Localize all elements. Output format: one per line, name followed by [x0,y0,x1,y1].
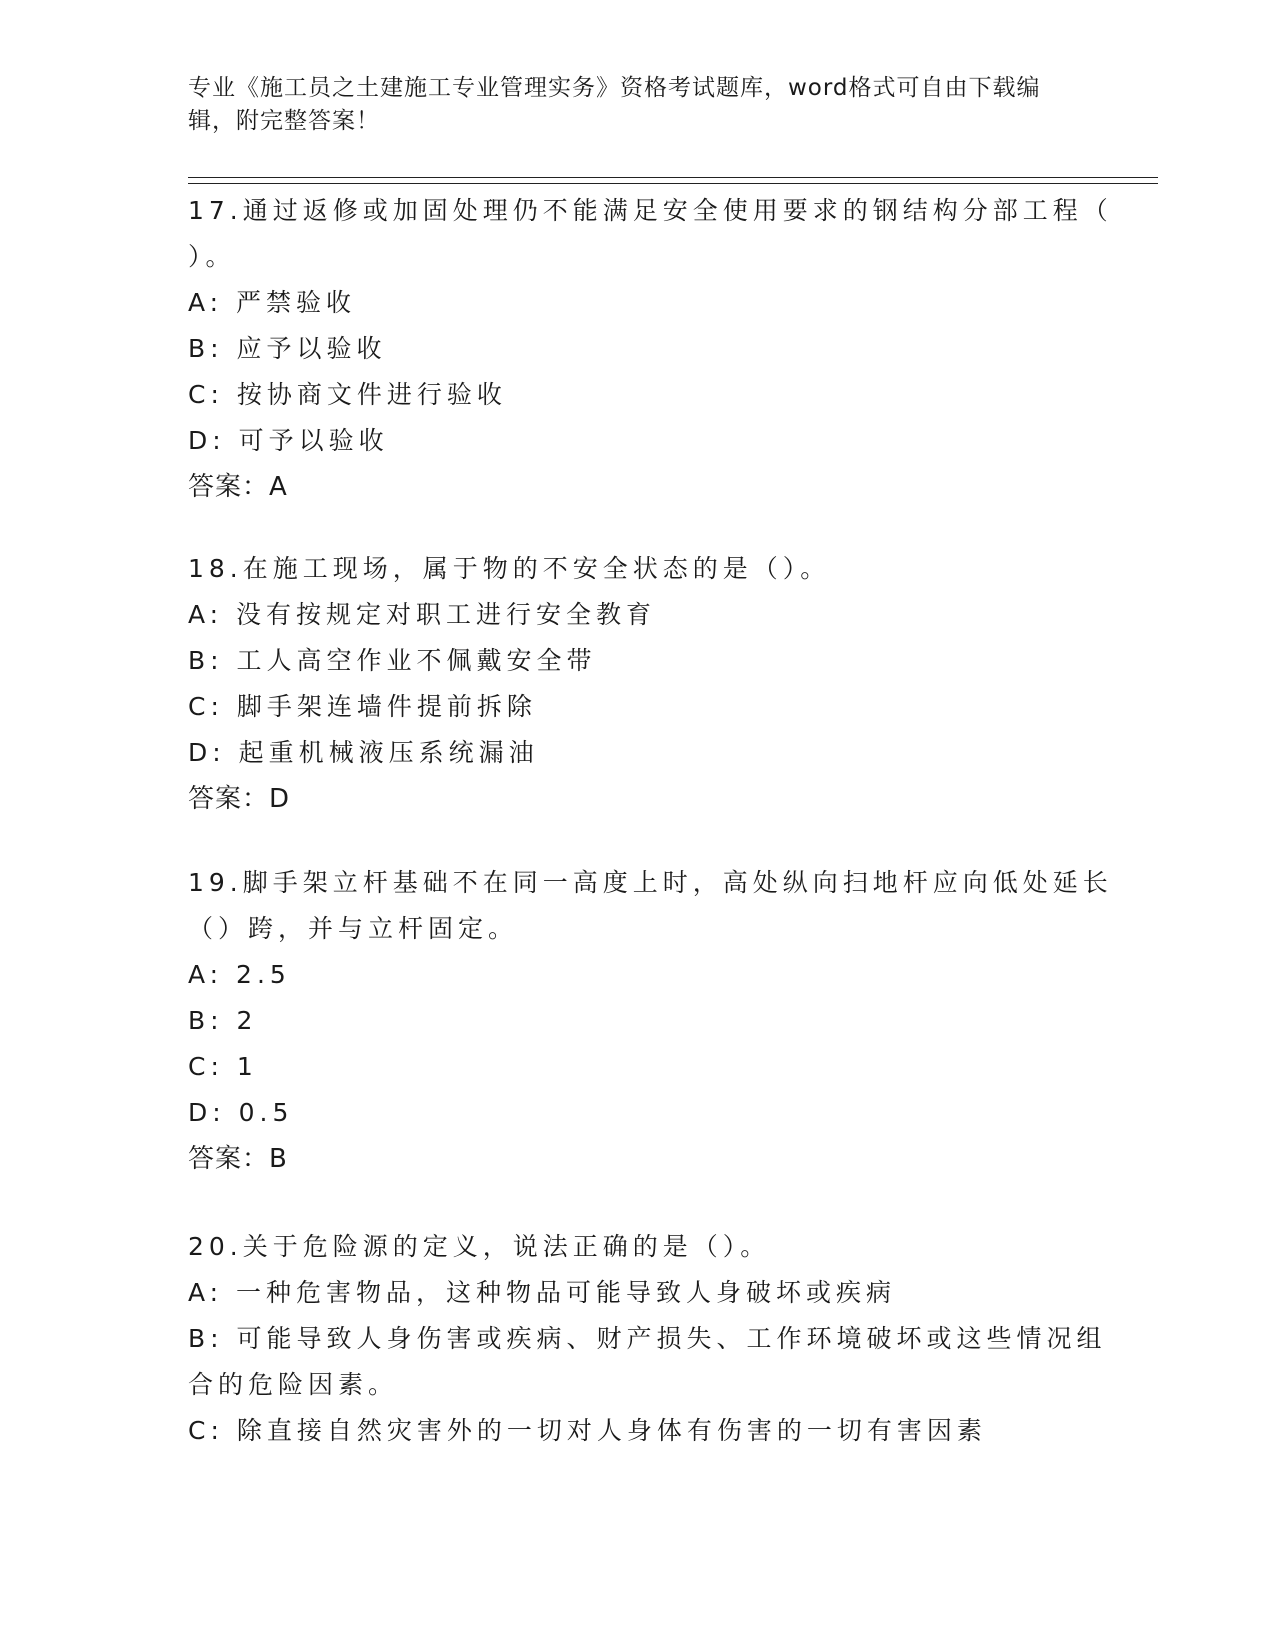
question-stem: 18.在施工现场，属于物的不安全状态的是（）。 [188,554,831,583]
answer: 答案：D [188,784,291,814]
option-b: B: 应予以验收 [188,334,387,363]
question-stem: ）。 [188,242,236,271]
option-d: D: 起重机械液压系统漏油 [188,738,539,767]
option-a: A: 严禁验收 [188,288,357,317]
question-19 [188,860,1113,1182]
question-17 [188,188,1113,510]
option-a: A: 没有按规定对职工进行安全教育 [188,600,657,629]
option-c: C: 1 [188,1052,258,1081]
option-c: C: 除直接自然灾害外的一切对人身体有伤害的一切有害因素 [188,1416,987,1445]
header-line-1: 专业《施工员之土建施工专业管理实务》资格考试题库，word格式可自由下载编 [188,75,1041,101]
option-c: C: 脚手架连墙件提前拆除 [188,692,537,721]
option-d: D: 0.5 [188,1098,294,1127]
document-header [188,72,1068,138]
answer: 答案：A [188,472,288,502]
answer: 答案：B [188,1144,288,1174]
option-b: B: 可能导致人身伤害或疾病、财产损失、工作环境破坏或这些情况组 [188,1324,1107,1353]
header-divider-bottom [188,183,1158,184]
option-a: A: 一种危害物品，这种物品可能导致人身破坏或疾病 [188,1278,897,1307]
question-stem: 20.关于危险源的定义，说法正确的是（）。 [188,1232,771,1261]
option-c: C: 按协商文件进行验收 [188,380,507,409]
question-20 [188,1224,1107,1454]
option-b-continued: 合的危险因素。 [188,1370,399,1399]
question-18 [188,546,1088,822]
question-stem: 17.通过返修或加固处理仍不能满足安全使用要求的钢结构分部工程（ [188,196,1113,225]
question-stem: 19.脚手架立杆基础不在同一高度上时，高处纵向扫地杆应向低处延长 [188,868,1113,897]
question-stem: （）跨，并与立杆固定。 [188,914,519,943]
option-b: B: 工人高空作业不佩戴安全带 [188,646,597,675]
option-a: A: 2.5 [188,960,291,989]
header-line-2: 辑，附完整答案！ [188,108,380,134]
option-d: D: 可予以验收 [188,426,389,455]
option-b: B: 2 [188,1006,258,1035]
header-divider-top [188,177,1158,178]
